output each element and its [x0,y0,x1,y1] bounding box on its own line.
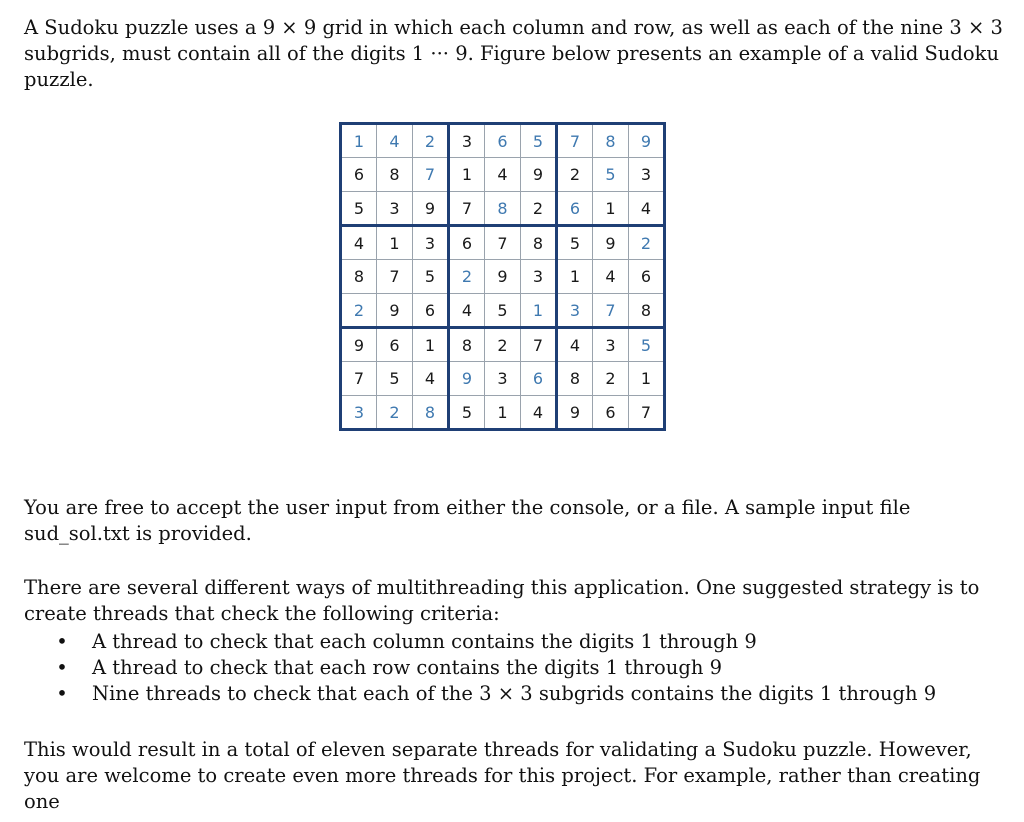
sudoku-cell: 2 [629,226,665,260]
sudoku-cell: 7 [557,124,593,158]
bullet-icon: • [56,630,68,653]
sudoku-cell: 5 [629,328,665,362]
bullet-icon: • [56,682,68,705]
intro-paragraph: A Sudoku puzzle uses a 9 × 9 grid in which each column and row, as well as each of the nine 3 × 3 subgrids, must contain all of the digits 1 ··· 9. Figure below presents an example of a valid Sudoku puzzle. [24,16,1003,91]
sudoku-cell: 6 [485,124,521,158]
sudoku-cell: 3 [629,158,665,192]
sudoku-cell: 7 [341,362,377,396]
sudoku-cell: 2 [413,124,449,158]
sudoku-cell: 1 [521,294,557,328]
sudoku-cell: 5 [377,362,413,396]
bullet-icon: • [56,656,68,679]
sudoku-cell: 1 [557,260,593,294]
sudoku-cell: 1 [413,328,449,362]
sudoku-cell: 7 [593,294,629,328]
sudoku-cell: 1 [593,192,629,226]
sudoku-cell: 8 [413,396,449,430]
sudoku-cell: 3 [377,192,413,226]
sudoku-cell: 9 [521,158,557,192]
sudoku-row [341,124,665,158]
sudoku-cell: 2 [557,158,593,192]
sudoku-cell: 3 [557,294,593,328]
sudoku-cell: 6 [629,260,665,294]
closing-paragraph: This would result in a total of eleven separate threads for validating a Sudoku puzzle. However, you are welcome to create even more threads for this project. For example, rather than creating one [24,738,981,813]
sudoku-cell: 5 [341,192,377,226]
sudoku-cell: 1 [449,158,485,192]
sudoku-cell: 6 [377,328,413,362]
sudoku-cell: 2 [377,396,413,430]
sudoku-cell: 9 [593,226,629,260]
sudoku-cell: 8 [521,226,557,260]
sudoku-cell: 8 [593,124,629,158]
sudoku-cell: 3 [521,260,557,294]
sudoku-cell: 9 [485,260,521,294]
sudoku-cell: 1 [485,396,521,430]
sudoku-cell: 5 [485,294,521,328]
sudoku-cell: 4 [557,328,593,362]
sudoku-grid [339,122,666,431]
sudoku-cell: 1 [341,124,377,158]
sudoku-cell: 2 [341,294,377,328]
sudoku-cell: 6 [413,294,449,328]
sudoku-row [341,294,665,328]
sudoku-cell: 4 [521,396,557,430]
sudoku-cell: 2 [449,260,485,294]
sudoku-cell: 9 [629,124,665,158]
sudoku-cell: 2 [593,362,629,396]
sudoku-cell: 6 [593,396,629,430]
sudoku-row [341,396,665,430]
sudoku-cell: 3 [449,124,485,158]
input-paragraph: You are free to accept the user input from either the console, or a file. A sample input file sud_sol.txt is provided. [24,496,911,545]
sudoku-cell: 7 [485,226,521,260]
sudoku-cell: 5 [557,226,593,260]
sudoku-cell: 3 [413,226,449,260]
sudoku-cell: 3 [593,328,629,362]
sudoku-cell: 4 [449,294,485,328]
sudoku-cell: 8 [629,294,665,328]
sudoku-cell: 9 [377,294,413,328]
sudoku-cell: 7 [377,260,413,294]
list-item-text: Nine threads to check that each of the 3 × 3 subgrids contains the digits 1 through 9 [92,682,937,705]
sudoku-cell: 4 [485,158,521,192]
sudoku-cell: 9 [449,362,485,396]
sudoku-cell: 4 [413,362,449,396]
sudoku-cell: 8 [377,158,413,192]
sudoku-cell: 9 [413,192,449,226]
sudoku-cell: 8 [557,362,593,396]
sudoku-cell: 7 [449,192,485,226]
sudoku-cell: 7 [629,396,665,430]
sudoku-cell: 2 [485,328,521,362]
sudoku-cell: 8 [341,260,377,294]
sudoku-cell: 4 [593,260,629,294]
sudoku-cell: 3 [341,396,377,430]
sudoku-cell: 5 [413,260,449,294]
sudoku-cell: 4 [341,226,377,260]
sudoku-row [341,158,665,192]
sudoku-cell: 7 [521,328,557,362]
sudoku-row [341,328,665,362]
sudoku-cell: 9 [557,396,593,430]
list-item-text: A thread to check that each column contains the digits 1 through 9 [92,630,757,653]
sudoku-cell: 6 [449,226,485,260]
sudoku-row [341,260,665,294]
sudoku-cell: 1 [377,226,413,260]
list-item-text: A thread to check that each row contains the digits 1 through 9 [92,656,722,679]
sudoku-cell: 5 [593,158,629,192]
strategy-paragraph: There are several different ways of multithreading this application. One suggested strategy is to create threads that check the following criteria: [24,576,980,625]
sudoku-row [341,362,665,396]
sudoku-cell: 5 [521,124,557,158]
sudoku-cell: 3 [485,362,521,396]
sudoku-cell: 4 [377,124,413,158]
sudoku-cell: 8 [485,192,521,226]
sudoku-cell: 1 [629,362,665,396]
sudoku-row [341,192,665,226]
sudoku-cell: 5 [449,396,485,430]
sudoku-cell: 9 [341,328,377,362]
sudoku-cell: 4 [629,192,665,226]
sudoku-cell: 6 [341,158,377,192]
sudoku-cell: 6 [521,362,557,396]
sudoku-cell: 2 [521,192,557,226]
sudoku-cell: 7 [413,158,449,192]
sudoku-cell: 6 [557,192,593,226]
sudoku-row [341,226,665,260]
sudoku-cell: 8 [449,328,485,362]
